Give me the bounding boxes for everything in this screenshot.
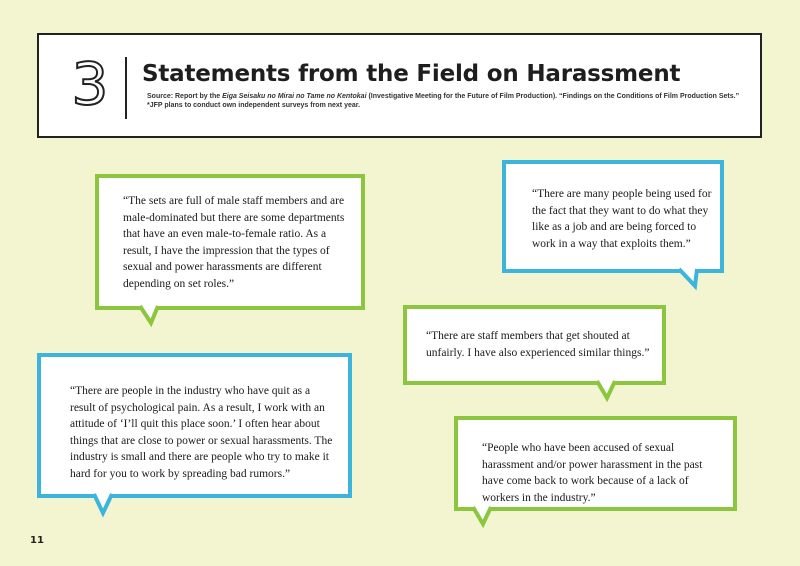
survey-note: *JFP plans to conduct own independent surveys from next year.: [147, 102, 361, 109]
quote-bubble: [403, 305, 666, 385]
source-note: [147, 92, 747, 110]
source-suffix: (Investigative Meeting for the Future of Film Production). “Findings on the Conditions of Film Production Sets.”: [366, 93, 740, 100]
quote-bubble: [502, 160, 724, 273]
source-citation: [147, 92, 747, 101]
source-prefix: Source: Report by the: [147, 93, 223, 100]
quote-text: “People who have been accused of sexual harassment and/or power harassment in the past have come back to work because of a lack of workers in the industry.”: [482, 442, 703, 504]
page-number: 11: [30, 535, 44, 546]
speech-tail: [471, 505, 495, 529]
quote-bubble: [454, 416, 737, 511]
section-number-text: 3: [71, 51, 109, 113]
page-title: Statements from the Field on Harassment: [142, 61, 681, 87]
speech-tail: [138, 304, 162, 328]
source-italic-title: Eiga Seisaku no Mirai no Tame no Kentokai: [222, 93, 367, 100]
speech-tail: [595, 379, 619, 403]
header-divider: [125, 57, 127, 119]
speech-tail: [677, 267, 701, 291]
quote-text: “There are staff members that get shouted at unfairly. I have also experienced similar things.”: [426, 330, 650, 359]
section-header: [37, 33, 762, 138]
section-number: [59, 51, 121, 113]
quote-bubble: [37, 353, 352, 498]
quote-text: “There are many people being used for the fact that they want to do what they like as a job and are being forced to work in a way that exploits them.”: [532, 188, 712, 250]
speech-tail: [92, 492, 116, 518]
quote-text: “The sets are full of male staff members and are male-dominated but there are some departments that have an even male-to-female ratio. As a result, I have the impression that the types of sexual and power harassments are different depending on set roles.”: [123, 195, 345, 290]
quote-bubble: [95, 174, 365, 310]
quote-text: “There are people in the industry who have quit as a result of psychological pain. As a result, I work with an attitude of ‘I’ll quit this place soon.’ I often hear about things that are close to power or sexual harassments. The industry is small and there are people who try to make it hard for you to work by spreading bad rumors.”: [70, 385, 333, 480]
